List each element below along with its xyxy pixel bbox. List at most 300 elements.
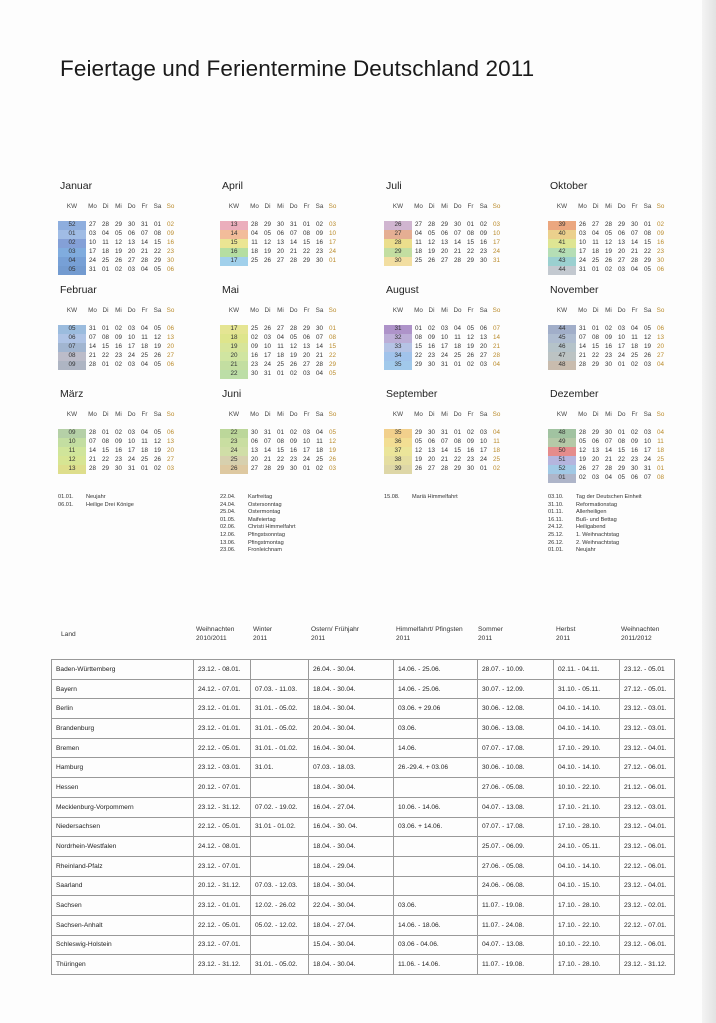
day-number: 25 <box>250 256 258 264</box>
day-number: 23 <box>630 455 638 463</box>
day-number: 06 <box>166 325 174 332</box>
holiday-date: 15.08. <box>384 494 400 500</box>
day-number: 15 <box>101 446 109 454</box>
day-number: 03 <box>643 360 651 368</box>
day-number: 04 <box>604 473 612 481</box>
day-number: 15 <box>302 238 310 246</box>
day-number: 23 <box>315 247 323 255</box>
day-number: 01 <box>414 325 422 332</box>
week-row <box>384 257 529 265</box>
day-number: 26 <box>427 256 435 264</box>
vacation-period: 16.04. - 30.04. <box>309 738 394 758</box>
day-number: 06 <box>276 229 284 237</box>
week-row <box>548 257 693 265</box>
day-number: 01 <box>153 221 161 228</box>
day-number: 05 <box>114 229 122 237</box>
holiday-item <box>220 502 296 510</box>
day-number: 14 <box>289 238 297 246</box>
weekday-label: KW <box>228 307 240 314</box>
day-number: 25 <box>656 455 664 463</box>
day-number: 07 <box>263 437 271 445</box>
week-row <box>548 438 693 446</box>
state-name: Brandenburg <box>52 719 194 739</box>
vacation-period: 31.01. - 01.02. <box>251 738 309 758</box>
day-number: 17 <box>302 446 310 454</box>
week-row <box>548 447 693 455</box>
day-number: 31 <box>578 325 586 332</box>
week-row <box>548 352 693 360</box>
day-number: 13 <box>166 333 174 341</box>
day-number: 03 <box>440 325 448 332</box>
vacation-period: 11.07. - 19.08. <box>478 955 554 975</box>
vacation-period: 10.10. - 22.10. <box>554 778 620 798</box>
day-number: 21 <box>604 455 612 463</box>
day-number: 20 <box>302 351 310 359</box>
day-number: 01 <box>656 464 664 472</box>
holiday-name: Buß- und Bettag <box>576 516 617 523</box>
holiday-date: 06.01. <box>58 501 74 508</box>
day-number: 03 <box>302 429 310 436</box>
week-number: 05 <box>68 265 76 273</box>
vacation-period <box>251 935 309 955</box>
weekday-label: Do <box>617 203 626 210</box>
day-number: 30 <box>604 429 612 436</box>
day-number: 28 <box>88 429 96 436</box>
holiday-column <box>384 494 458 502</box>
day-number: 09 <box>166 229 174 237</box>
holiday-item <box>58 502 134 510</box>
page-edge <box>702 0 716 1023</box>
vacation-period: 26.-29.4. + 03.06 <box>394 758 478 778</box>
state-name: Rheinland-Pfalz <box>52 856 194 876</box>
vacation-period: 03.06. <box>394 896 478 916</box>
holiday-item <box>220 532 296 540</box>
day-number: 23 <box>604 351 612 359</box>
day-number: 21 <box>440 455 448 463</box>
day-number: 02 <box>630 360 638 368</box>
day-number: 14 <box>630 238 638 246</box>
week-header <box>220 203 365 211</box>
weekday-label: Fr <box>303 307 310 314</box>
day-number: 23 <box>114 351 122 359</box>
week-number: 35 <box>394 429 402 436</box>
day-number: 01 <box>101 325 109 332</box>
day-number: 02 <box>114 325 122 332</box>
state-name: Hessen <box>52 778 194 798</box>
day-number: 30 <box>427 360 435 368</box>
vacation-period: 23.12. - 07.01. <box>194 856 251 876</box>
holiday-item <box>220 540 296 548</box>
month-name: Juli <box>386 180 402 192</box>
day-number: 05 <box>153 429 161 436</box>
day-number: 28 <box>604 221 612 228</box>
month-name: Januar <box>60 180 93 192</box>
weekday-label: Mi <box>277 203 284 210</box>
vacation-period: 31.10. - 05.11. <box>554 679 620 699</box>
vacation-period: 22.12. - 05.01. <box>194 738 251 758</box>
day-number: 17 <box>578 247 586 255</box>
week-row <box>384 438 529 446</box>
vacation-period: 27.12. - 05.01. <box>620 679 675 699</box>
day-number: 18 <box>630 342 638 350</box>
day-number: 12 <box>289 342 297 350</box>
day-number: 06 <box>440 229 448 237</box>
day-number: 01 <box>466 221 474 228</box>
week-row <box>220 352 365 360</box>
week-number: 09 <box>68 360 76 368</box>
day-number: 07 <box>140 229 148 237</box>
week-number: 50 <box>558 446 566 454</box>
vacation-period: 23.12. - 31.12. <box>620 955 675 975</box>
week-number: 23 <box>230 437 238 445</box>
weekday-label: Mo <box>414 203 423 210</box>
day-number: 27 <box>276 256 284 264</box>
day-number: 06 <box>591 437 599 445</box>
day-number: 28 <box>88 464 96 472</box>
day-number: 25 <box>250 325 258 332</box>
day-number: 02 <box>289 369 297 377</box>
day-number: 02 <box>630 429 638 436</box>
day-number: 05 <box>643 265 651 273</box>
state-name: Saarland <box>52 876 194 896</box>
day-number: 21 <box>492 342 500 350</box>
day-number: 29 <box>276 464 284 472</box>
day-number: 11 <box>454 333 461 341</box>
week-number: 47 <box>558 351 566 359</box>
weekday-label: So <box>492 307 501 314</box>
table-row <box>52 837 675 857</box>
holiday-column <box>548 494 642 555</box>
weekday-label: So <box>166 203 175 210</box>
vacation-period: 02.11. - 04.11. <box>554 660 620 680</box>
day-number: 10 <box>492 229 500 237</box>
holiday-date: 25.04. <box>220 509 236 516</box>
week-number: 30 <box>394 256 402 264</box>
day-number: 01 <box>101 360 109 368</box>
day-number: 31 <box>88 265 96 273</box>
holiday-column <box>58 494 134 509</box>
holiday-item <box>220 494 296 502</box>
holiday-column <box>220 494 296 555</box>
day-number: 27 <box>166 351 174 359</box>
vacation-period: 03.06. + 14.06. <box>394 817 478 837</box>
holiday-date: 26.12. <box>548 539 564 546</box>
week-number: 07 <box>68 342 76 350</box>
day-number: 29 <box>591 429 599 436</box>
day-number: 28 <box>453 256 461 264</box>
day-number: 20 <box>427 455 435 463</box>
day-number: 17 <box>88 247 96 255</box>
day-number: 22 <box>453 455 461 463</box>
day-number: 28 <box>427 221 435 228</box>
day-number: 05 <box>578 437 586 445</box>
day-number: 10 <box>263 342 271 350</box>
week-row <box>548 343 693 351</box>
table-row <box>52 915 675 935</box>
week-row <box>58 221 203 229</box>
day-number: 16 <box>427 342 435 350</box>
week-number: 22 <box>230 369 238 377</box>
vacation-period: 30.06. - 10.08. <box>478 758 554 778</box>
day-number: 25 <box>101 256 109 264</box>
day-number: 13 <box>656 333 664 341</box>
holiday-item <box>548 540 642 548</box>
weekday-label: KW <box>556 203 568 210</box>
day-number: 19 <box>289 351 297 359</box>
week-row <box>58 343 203 351</box>
week-number: 20 <box>230 351 238 359</box>
day-number: 30 <box>315 256 323 264</box>
week-number: 37 <box>394 446 402 454</box>
day-number: 13 <box>166 437 174 445</box>
day-number: 12 <box>643 333 651 341</box>
vacation-period: 10.10. - 22.10. <box>554 935 620 955</box>
day-number: 05 <box>263 229 271 237</box>
day-number: 09 <box>656 229 664 237</box>
month-block <box>220 284 365 386</box>
day-number: 31 <box>140 221 148 228</box>
day-number: 07 <box>453 229 461 237</box>
day-number: 28 <box>250 221 258 228</box>
day-number: 01 <box>302 221 310 228</box>
week-row <box>58 352 203 360</box>
day-number: 22 <box>153 247 161 255</box>
day-number: 05 <box>153 360 161 368</box>
day-number: 15 <box>414 342 422 350</box>
vacation-period: 24.10. - 05.11. <box>554 837 620 857</box>
day-number: 08 <box>101 333 109 341</box>
day-number: 06 <box>427 437 435 445</box>
week-row <box>384 248 529 256</box>
day-number: 22 <box>617 455 625 463</box>
holiday-date: 13.06. <box>220 539 236 546</box>
week-row <box>548 248 693 256</box>
week-number: 11 <box>68 446 76 454</box>
day-number: 26 <box>153 455 161 463</box>
weekday-label: Mi <box>115 307 122 314</box>
day-number: 17 <box>127 446 135 454</box>
weekday-label: KW <box>66 203 78 210</box>
week-number: 48 <box>558 429 566 436</box>
holiday-name: Maifeiertag <box>248 516 276 523</box>
week-number: 08 <box>68 351 76 359</box>
vacation-period: 04.10. - 14.10. <box>554 719 620 739</box>
day-number: 13 <box>127 238 135 246</box>
vacation-period: 17.10. - 22.10. <box>554 915 620 935</box>
holiday-item <box>548 524 642 532</box>
week-number: 29 <box>394 247 402 255</box>
vacation-period: 07.03. - 12.03. <box>251 876 309 896</box>
day-number: 27 <box>88 221 96 228</box>
week-number: 02 <box>68 238 76 246</box>
day-number: 18 <box>492 446 500 454</box>
day-number: 15 <box>328 342 336 350</box>
day-number: 20 <box>166 446 174 454</box>
vacation-period: 23.12. - 03.01. <box>620 699 675 719</box>
day-number: 05 <box>328 369 336 377</box>
weekday-label: Do <box>617 307 626 314</box>
day-number: 22 <box>276 455 284 463</box>
vacation-period <box>251 778 309 798</box>
day-number: 09 <box>315 229 323 237</box>
month-name: Dezember <box>550 388 599 400</box>
day-number: 26 <box>578 464 586 472</box>
weekday-label: KW <box>392 411 404 418</box>
month-name: März <box>60 388 84 400</box>
weekday-label: Fr <box>141 411 148 418</box>
month-block <box>548 388 693 490</box>
weekday-label: Do <box>127 307 136 314</box>
day-number: 02 <box>315 464 323 472</box>
day-number: 18 <box>453 342 461 350</box>
week-number: 36 <box>394 437 402 445</box>
day-number: 24 <box>127 351 135 359</box>
day-number: 21 <box>88 351 96 359</box>
week-row <box>548 456 693 464</box>
vacation-period: 07.03. - 11.03. <box>251 679 309 699</box>
day-number: 24 <box>492 247 500 255</box>
day-number: 08 <box>591 333 599 341</box>
holiday-name: Heilige Drei Könige <box>86 501 134 508</box>
day-number: 29 <box>153 256 161 264</box>
day-number: 29 <box>263 221 271 228</box>
vacation-period: 24.06. - 06.08. <box>478 876 554 896</box>
weekday-label: Fr <box>467 307 474 314</box>
day-number: 20 <box>656 342 664 350</box>
day-number: 02 <box>604 325 612 332</box>
day-number: 25 <box>591 256 599 264</box>
day-number: 31 <box>88 325 96 332</box>
column-header: Herbst 2011 <box>556 626 576 642</box>
vacation-period: 26.04. - 30.04. <box>309 660 394 680</box>
day-number: 27 <box>250 464 258 472</box>
week-number: 17 <box>230 256 238 264</box>
vacation-period: 23.12. - 01.01. <box>194 719 251 739</box>
day-number: 31 <box>492 256 500 264</box>
vacation-period: 03.06. + 29.06 <box>394 699 478 719</box>
week-number: 39 <box>394 464 402 472</box>
week-row <box>58 239 203 247</box>
day-number: 03 <box>479 429 487 436</box>
weekday-label: Mo <box>88 411 97 418</box>
day-number: 28 <box>578 360 586 368</box>
holiday-date: 25.12. <box>548 531 564 538</box>
day-number: 28 <box>88 360 96 368</box>
day-number: 14 <box>315 342 323 350</box>
holiday-date: 22.04. <box>220 494 236 500</box>
weekday-label: So <box>656 307 665 314</box>
week-row <box>384 325 529 333</box>
week-header <box>220 307 365 315</box>
day-number: 12 <box>153 333 161 341</box>
day-number: 21 <box>578 351 586 359</box>
day-number: 02 <box>466 360 474 368</box>
week-number: 27 <box>394 229 402 237</box>
vacation-period: 23.12. - 31.12. <box>194 955 251 975</box>
day-number: 19 <box>466 342 474 350</box>
vacation-period: 31.01. - 05.02. <box>251 955 309 975</box>
month-block <box>384 388 529 490</box>
holiday-item <box>220 517 296 525</box>
day-number: 28 <box>289 256 297 264</box>
day-number: 21 <box>140 247 148 255</box>
week-number: 10 <box>68 437 76 445</box>
day-number: 17 <box>492 238 500 246</box>
day-number: 14 <box>88 446 96 454</box>
day-number: 25 <box>414 256 422 264</box>
vacation-period: 18.04. - 30.04. <box>309 955 394 975</box>
day-number: 03 <box>127 429 135 436</box>
day-number: 19 <box>114 247 122 255</box>
day-number: 12 <box>604 238 612 246</box>
day-number: 11 <box>657 437 664 445</box>
day-number: 12 <box>263 238 271 246</box>
day-number: 07 <box>492 325 500 332</box>
vacation-period: 18.04. - 30.04. <box>309 699 394 719</box>
week-row <box>220 370 365 378</box>
week-number: 44 <box>558 325 566 332</box>
week-number: 13 <box>230 221 238 228</box>
week-row <box>220 239 365 247</box>
day-number: 27 <box>166 455 174 463</box>
week-header <box>58 411 203 419</box>
day-number: 24 <box>263 360 271 368</box>
weekday-label: Do <box>289 307 298 314</box>
vacation-period <box>251 856 309 876</box>
day-number: 27 <box>591 464 599 472</box>
weekday-label: Fr <box>303 411 310 418</box>
day-number: 21 <box>263 455 271 463</box>
state-name: Sachsen <box>52 896 194 916</box>
weekday-label: Mo <box>88 307 97 314</box>
day-number: 02 <box>479 221 487 228</box>
weekday-label: KW <box>556 411 568 418</box>
state-name: Bremen <box>52 738 194 758</box>
week-number: 41 <box>558 238 566 246</box>
week-number: 31 <box>394 325 402 332</box>
day-number: 17 <box>440 342 448 350</box>
weekday-label: Sa <box>643 307 652 314</box>
week-row <box>58 334 203 342</box>
weekday-label: Sa <box>479 411 488 418</box>
day-number: 04 <box>140 265 148 273</box>
week-row <box>384 239 529 247</box>
day-number: 20 <box>127 247 135 255</box>
holiday-date: 01.11. <box>548 509 564 516</box>
day-number: 05 <box>604 229 612 237</box>
vacation-period: 18.04. - 30.04. <box>309 679 394 699</box>
holiday-item <box>548 517 642 525</box>
holiday-name: Fronleichnam <box>248 547 282 554</box>
day-number: 18 <box>101 247 109 255</box>
day-number: 13 <box>591 446 599 454</box>
day-number: 09 <box>250 342 258 350</box>
week-row <box>548 361 693 369</box>
month-name: Juni <box>222 388 242 400</box>
week-number: 09 <box>68 429 76 436</box>
holiday-date: 01.01. <box>58 494 74 500</box>
day-number: 01 <box>617 429 625 436</box>
day-number: 25 <box>315 455 323 463</box>
week-number: 26 <box>394 221 402 228</box>
weekday-label: Sa <box>315 203 324 210</box>
vacation-period: 23.12. - 08.01. <box>194 660 251 680</box>
day-number: 23 <box>289 455 297 463</box>
month-block <box>58 284 203 386</box>
month-block <box>384 284 529 386</box>
month-block <box>384 180 529 282</box>
day-number: 25 <box>492 455 500 463</box>
